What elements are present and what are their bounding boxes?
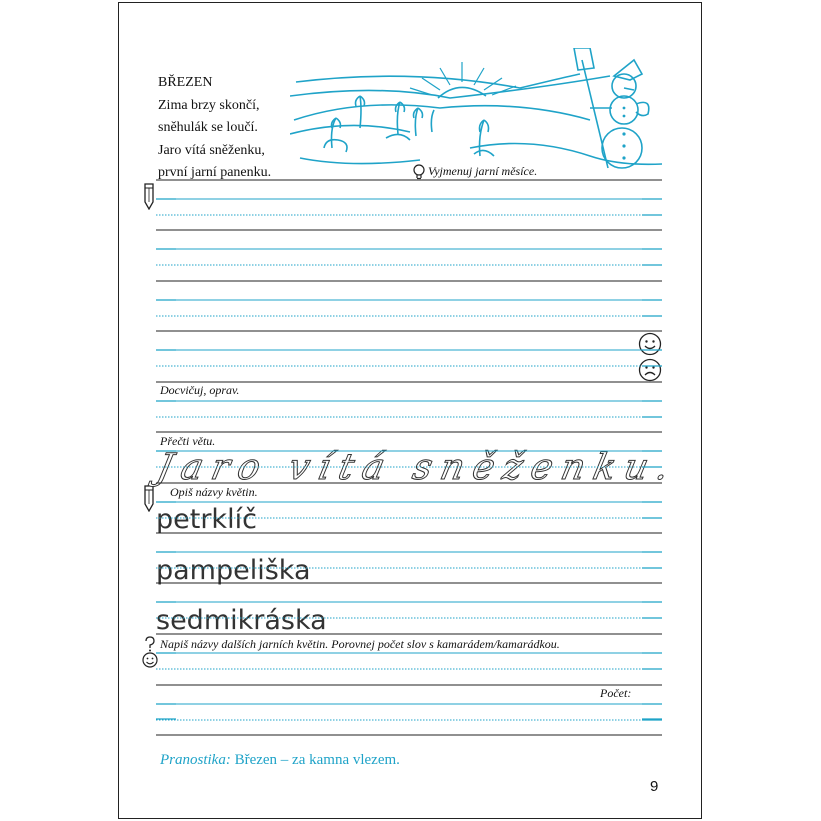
- poem-line-4: první jarní panenku.: [158, 165, 272, 180]
- proverb-label: Pranostika:: [160, 752, 231, 768]
- flower-name: pampeliška: [156, 555, 311, 586]
- proverb-text: Březen – za kamna vlezem.: [234, 752, 400, 768]
- cursive-sentence: Jaro vítá sněženku.: [153, 447, 682, 488]
- flower-name: sedmikráska: [156, 605, 327, 636]
- poem-line-2: sněhulák se loučí.: [158, 120, 258, 135]
- task-copy-flowers: Opiš názvy květin.: [170, 485, 258, 499]
- flower-name: petrklíč: [156, 504, 257, 535]
- proverb: [160, 752, 400, 769]
- task-read-sentence: Přečti větu.: [160, 434, 216, 448]
- task-name-months: Vyjmenuj jarní měsíce.: [428, 164, 538, 178]
- poem-line-3: Jaro vítá sněženku,: [158, 142, 265, 158]
- task-write-more: Napiš názvy dalších jarních květin. Porovnej počet slov s kamarádem/kamarádkou.: [160, 637, 560, 651]
- count-label: Počet:: [600, 686, 632, 700]
- task-practice: Docvičuj, oprav.: [160, 383, 240, 397]
- poem-title: BŘEZEN: [158, 75, 213, 90]
- page-number: 9: [650, 778, 659, 795]
- poem-line-1: Zima brzy skončí,: [158, 97, 260, 113]
